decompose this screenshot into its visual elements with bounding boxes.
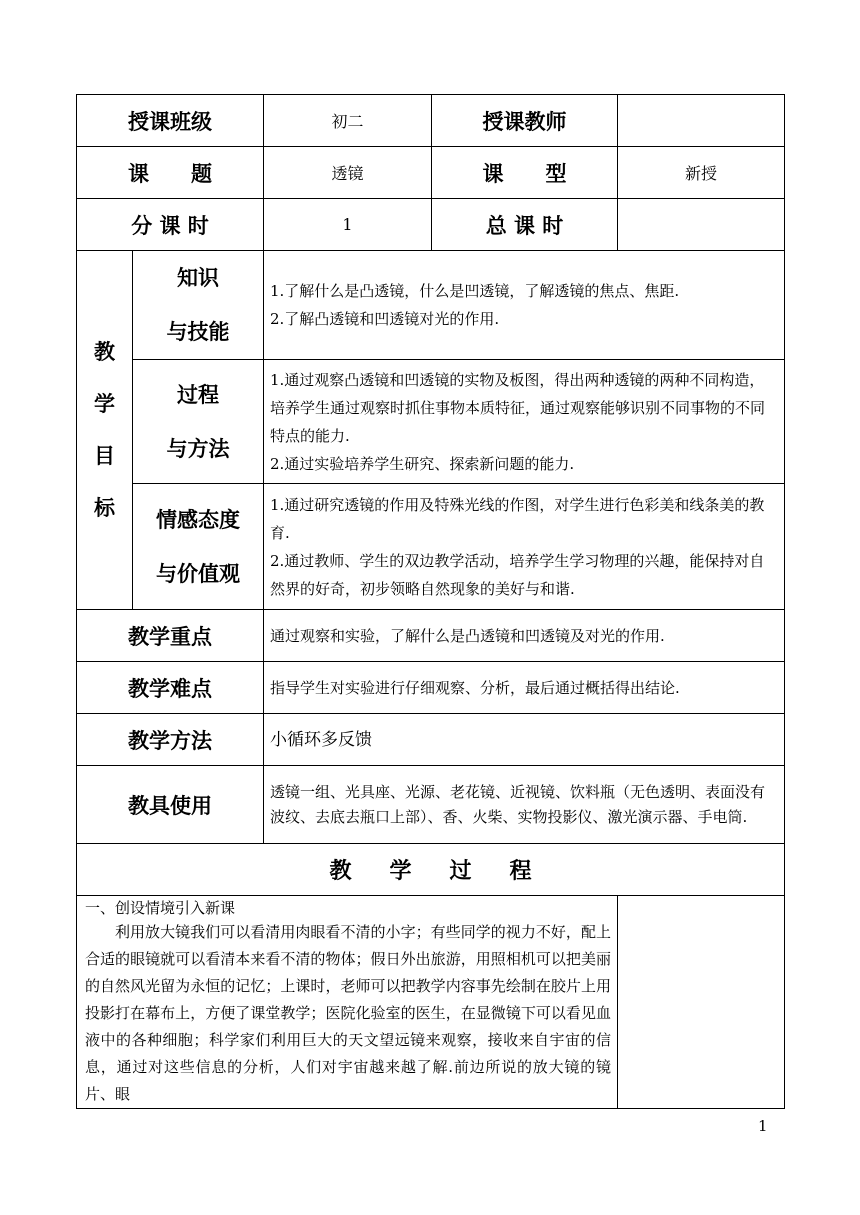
method-text: 小循环多反馈	[264, 714, 785, 766]
intro-paragraph: 利用放大镜我们可以看清用肉眼看不清的小字；有些同学的视力不好，配上合适的眼镜就可以看清本来看不清的物体；假日外出旅游，用照相机可以把美丽的自然风光留为永恒的记忆；上课时，老师可以把教学内容事先绘制在胶片上用投影打在幕布上，方便了课堂教学；医院化验室的医生，在显微镜下可以看见血液中的各种细胞；科学家们利用巨大的天文望远镜来观察，接收来自宇宙的信息，通过对这些信息的分析，人们对宇宙越来越了解.前边所说的放大镜的镜片、眼	[85, 923, 611, 1103]
goal-char: 教	[94, 340, 115, 364]
type-label: 课 型	[432, 147, 618, 199]
process-content	[77, 896, 618, 1109]
row-goal-knowledge	[77, 251, 785, 360]
knowledge-item: 1.了解什么是凸透镜，什么是凹透镜，了解透镜的焦点、焦距.	[270, 282, 680, 300]
process-label-line: 过程	[177, 382, 219, 407]
knowledge-label-line: 与技能	[166, 320, 230, 344]
row-difficulty	[77, 662, 785, 714]
emotion-item: 1.通过研究透镜的作用及特殊光线的作图，对学生进行色彩美和线条美的教育.	[270, 495, 765, 542]
emotion-values-text	[264, 484, 785, 610]
process-label-line: 与方法	[166, 436, 230, 461]
teaching-process-title: 教学过程	[77, 844, 785, 896]
row-goal-process	[77, 360, 785, 484]
row-class-teacher	[77, 95, 785, 147]
goal-char: 目	[94, 444, 115, 468]
goal-char: 学	[94, 392, 115, 416]
row-process-content	[77, 896, 785, 1109]
goal-char: 标	[94, 496, 115, 520]
knowledge-skills-label	[133, 251, 264, 360]
process-notes-cell	[618, 896, 785, 1109]
page-number: 1	[758, 1117, 768, 1135]
row-tools	[77, 766, 785, 844]
knowledge-item: 2.了解凸透镜和凹透镜对光的作用.	[270, 310, 500, 328]
process-item: 1.通过观察凸透镜和凹透镜的实物及板图，得出两种透镜的两种不同构造，培养学生通过观察时抓住事物本质特征，通过观察能够识别不同事物的不同特点的能力.	[270, 370, 766, 445]
difficulty-text: 指导学生对实验进行仔细观察、分析，最后通过概括得出结论.	[264, 662, 785, 714]
process-method-text	[264, 360, 785, 484]
emotion-item: 2.通过教师、学生的双边教学活动，培养学生学习物理的兴趣，能保持对自然界的好奇，初步领略自然现象的美好与和谐.	[270, 551, 765, 598]
teacher-label: 授课教师	[432, 95, 618, 147]
difficulty-label: 教学难点	[77, 662, 264, 714]
emotion-label-line: 与价值观	[156, 561, 240, 586]
class-label: 授课班级	[77, 95, 264, 147]
knowledge-skills-text	[264, 251, 785, 360]
section-heading: 一、创设情境引入新课	[85, 899, 236, 917]
process-method-label	[133, 360, 264, 484]
teacher-value	[618, 95, 785, 147]
tools-label: 教具使用	[77, 766, 264, 844]
knowledge-label-line: 知识	[177, 266, 219, 290]
total-value	[618, 199, 785, 251]
method-label: 教学方法	[77, 714, 264, 766]
emotion-label-line: 情感态度	[156, 507, 240, 532]
period-value: 1	[264, 199, 432, 251]
row-topic-type	[77, 147, 785, 199]
row-key-point	[77, 610, 785, 662]
class-value: 初二	[264, 95, 432, 147]
row-process-title	[77, 844, 785, 896]
topic-value: 透镜	[264, 147, 432, 199]
row-periods	[77, 199, 785, 251]
lesson-plan-table	[76, 94, 785, 1109]
row-goal-emotion	[77, 484, 785, 610]
period-label: 分 课 时	[77, 199, 264, 251]
key-point-text: 通过观察和实验，了解什么是凸透镜和凹透镜及对光的作用.	[264, 610, 785, 662]
row-method	[77, 714, 785, 766]
tools-text: 透镜一组、光具座、光源、老花镜、近视镜、饮料瓶（无色透明、表面没有波纹、去底去瓶口上部）、香、火柴、实物投影仪、激光演示器、手电筒.	[264, 766, 785, 844]
topic-label: 课 题	[77, 147, 264, 199]
process-item: 2.通过实验培养学生研究、探索新问题的能力.	[270, 454, 575, 473]
teaching-goals-label	[77, 251, 133, 610]
total-label: 总 课 时	[432, 199, 618, 251]
emotion-values-label	[133, 484, 264, 610]
type-value: 新授	[618, 147, 785, 199]
key-point-label: 教学重点	[77, 610, 264, 662]
